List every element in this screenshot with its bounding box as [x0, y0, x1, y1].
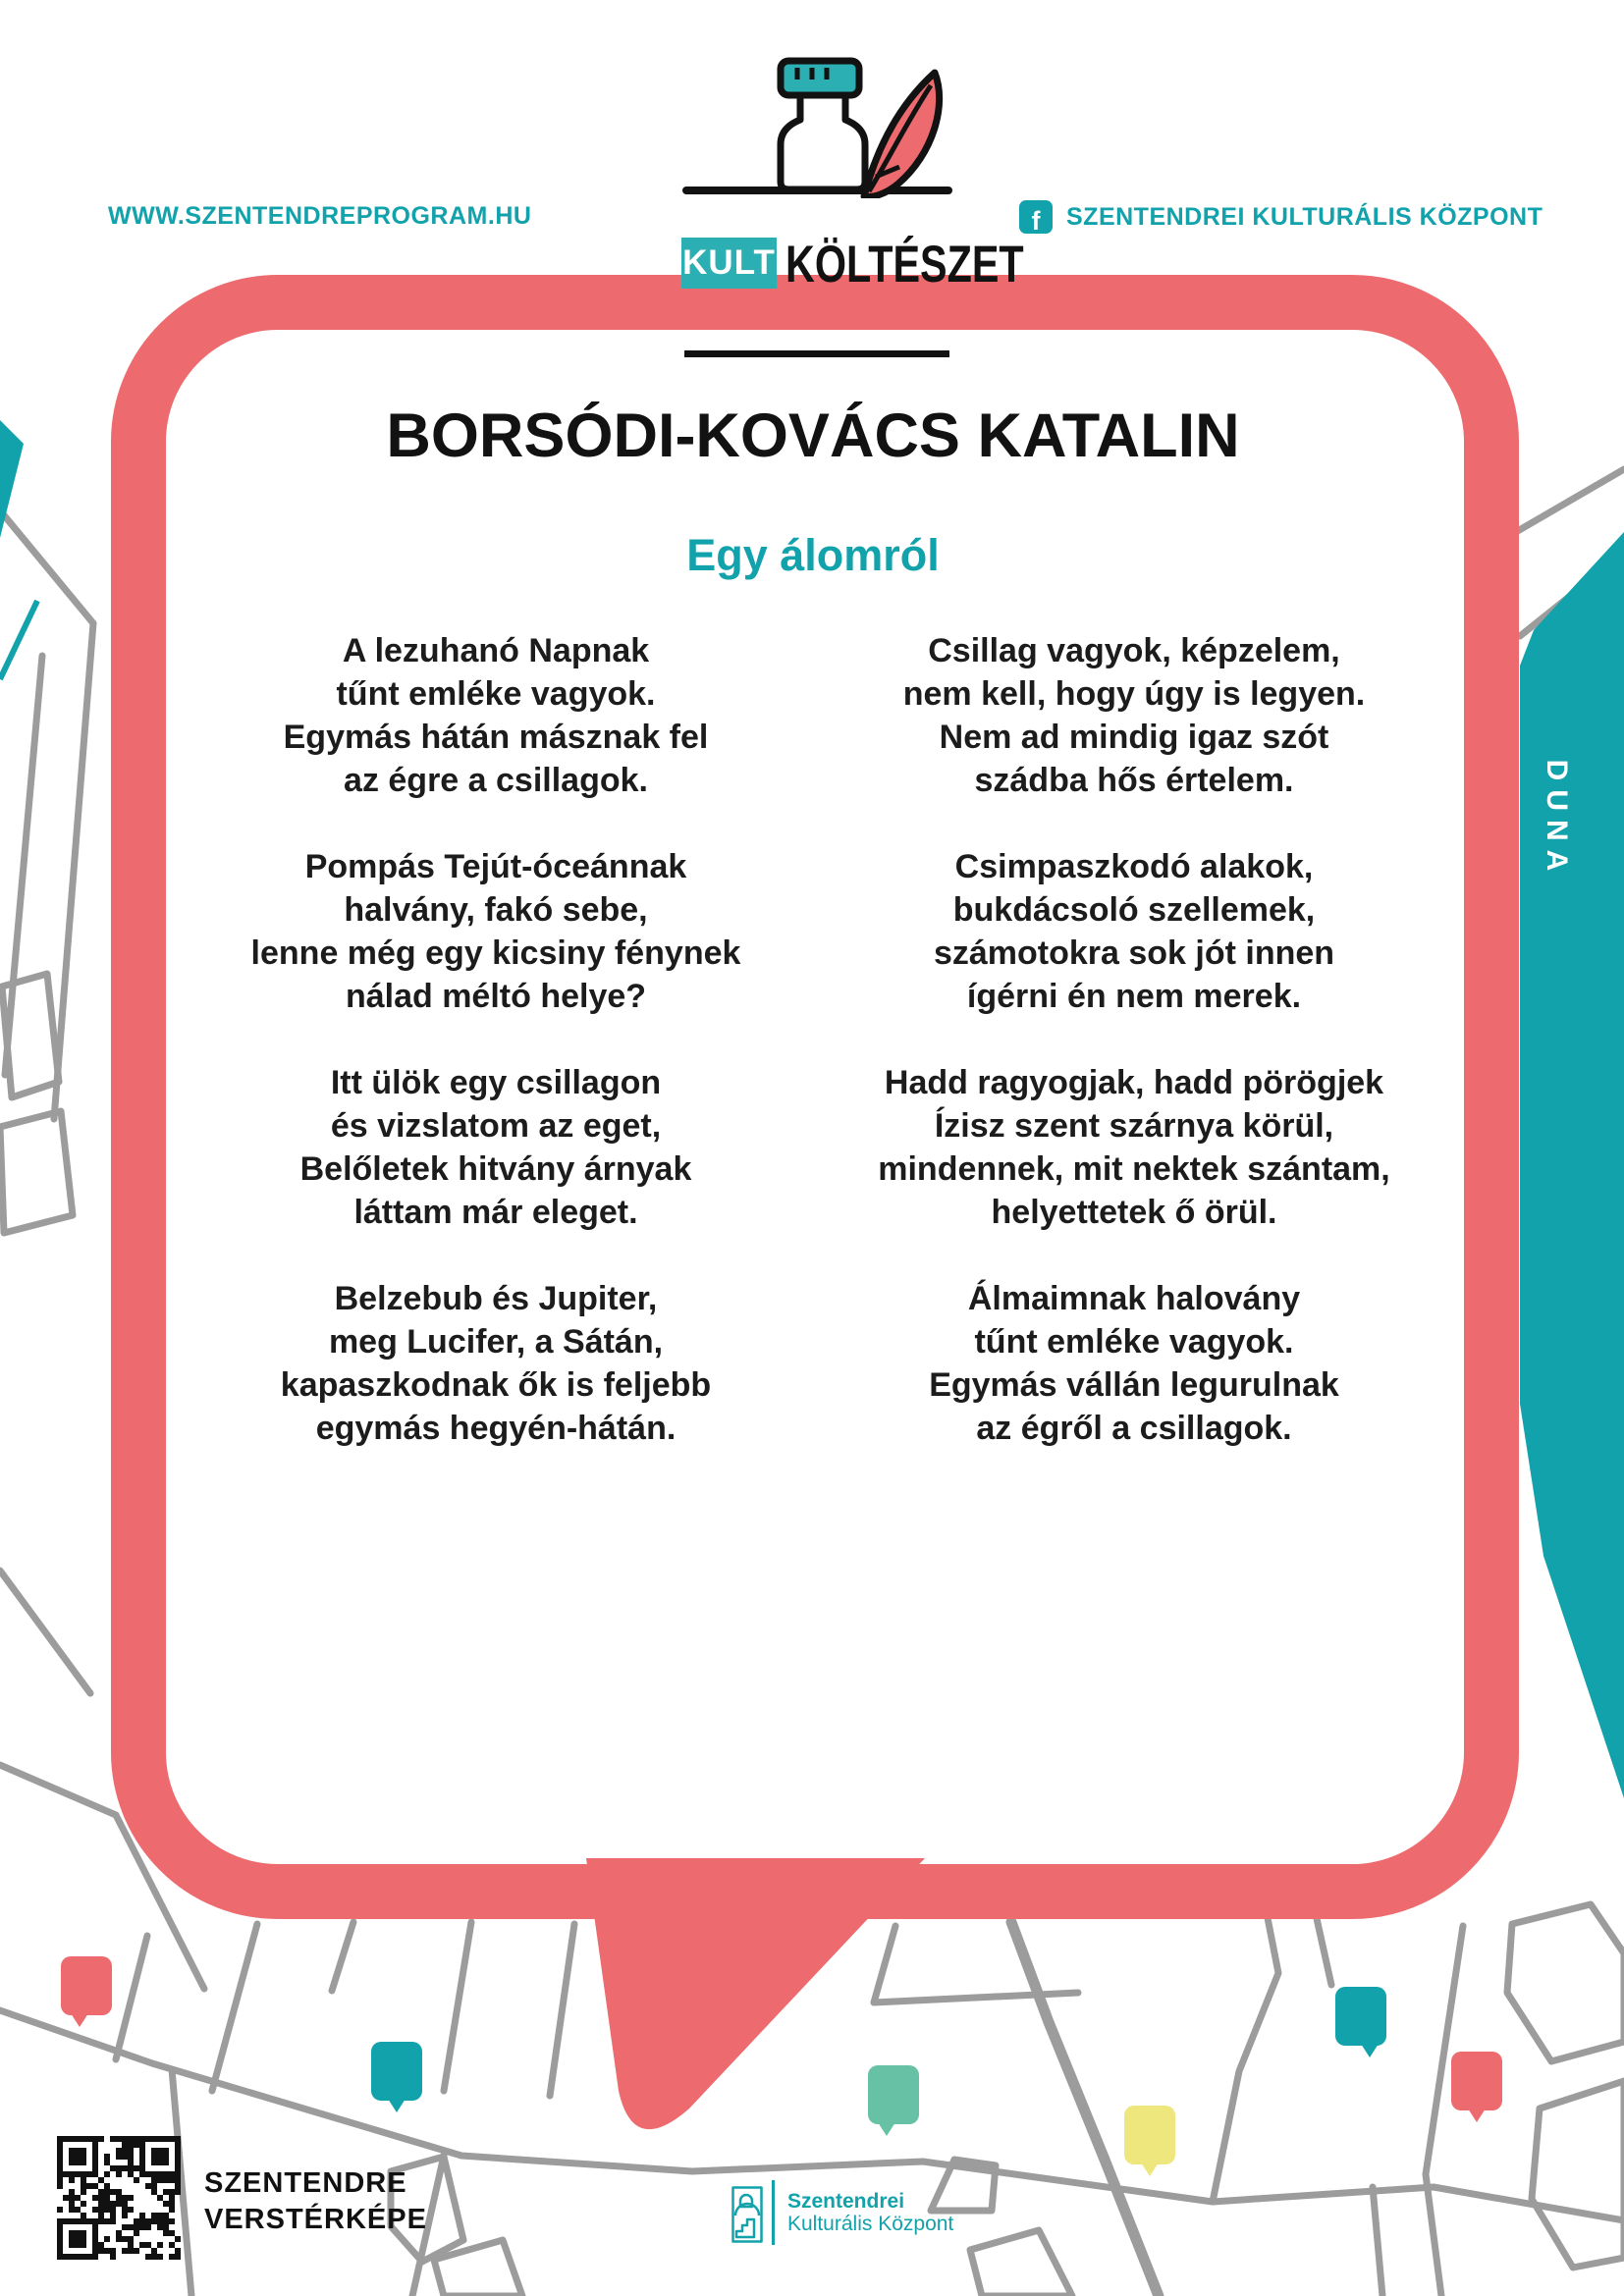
poem-line: halvány, fakó sebe,: [344, 891, 648, 929]
poem-line: tűnt emléke vagyok.: [336, 675, 656, 713]
poem-stanza: [172, 1277, 820, 1450]
road-line: [1213, 1873, 1278, 2202]
poem-line: Belőletek hitvány árnyak: [299, 1150, 692, 1188]
poem-line: Belzebub és Jupiter,: [334, 1280, 658, 1317]
poem-line: számotokra sok jót innen: [933, 934, 1335, 972]
map-title: [204, 2165, 427, 2238]
kult-kolteszet-logo-icon: [668, 51, 962, 198]
ink-bottle-cap: [781, 61, 859, 95]
poem-line: nálad méltó helye?: [345, 978, 647, 1015]
logo-tagline: A KÖLTŐ TE MAGAD LÉGY!: [640, 305, 994, 335]
road-line: [5, 656, 42, 1075]
poem-line: Ízisz szent szárnya körül,: [934, 1107, 1334, 1145]
road-line: [444, 1922, 471, 2091]
road-line: [54, 623, 93, 1119]
poem-line: az égre a csillagok.: [344, 762, 648, 799]
road-line: [116, 1936, 147, 2059]
poem-stanza: [172, 1061, 820, 1234]
poem-line: Nem ad mindig igaz szót: [939, 719, 1329, 756]
facebook-link[interactable]: [1019, 200, 1543, 234]
poem-line: Itt ülök egy csillagon: [330, 1064, 662, 1101]
poem-stanza: [810, 1061, 1458, 1234]
poem-line: Csillag vagyok, képzelem,: [928, 632, 1340, 669]
map-marker-yellow: [1124, 2106, 1175, 2164]
poem-title: Egy álomról: [686, 530, 940, 580]
ink-bottle: [781, 95, 865, 189]
org-logo-divider: [772, 2180, 775, 2245]
poem-line: ígérni én nem merek.: [966, 978, 1302, 1015]
kult-badge-label: KULT: [682, 243, 776, 282]
road-line: [212, 1924, 257, 2091]
poem-line: Pompás Tejút-óceánnak: [304, 848, 687, 885]
road-line: [1373, 2187, 1382, 2296]
org-name-line2: Kulturális Központ: [787, 2213, 954, 2235]
poem-line: szádba hős értelem.: [974, 762, 1294, 799]
city-block: [1532, 2081, 1624, 2268]
map-title-line2: VERSTÉRKÉPE: [204, 2204, 427, 2235]
poem-line: Egymás vállán legurulnak: [929, 1366, 1339, 1404]
city-block: [970, 2230, 1072, 2296]
poem-line: tűnt emléke vagyok.: [974, 1323, 1294, 1361]
poem-line: kapaszkodnak ők is feljebb: [280, 1366, 712, 1404]
poem-line: mindennek, mit nektek szántam,: [878, 1150, 1390, 1188]
map-marker-coral-right: [1451, 2052, 1502, 2110]
poem-column-left: [172, 629, 820, 1493]
map-title-line1: SZENTENDRE: [204, 2167, 407, 2199]
stream-line: [0, 601, 37, 679]
poem-line: láttam már eleget.: [353, 1194, 638, 1231]
poem-column-right: [810, 629, 1458, 1493]
map-marker-mint: [868, 2065, 919, 2124]
logo-wordmark: KÖLTÉSZET: [785, 236, 1024, 294]
poem-line: Csimpaszkodó alakok,: [954, 848, 1314, 885]
poem-line: nem kell, hogy úgy is legyen.: [902, 675, 1366, 713]
poem-line: lenne még egy kicsiny fénynek: [250, 934, 741, 972]
poem-stanza: [172, 845, 820, 1018]
poem-stanza: [810, 845, 1458, 1018]
qr-code: [57, 2136, 181, 2260]
poem-line: az égről a csillagok.: [976, 1410, 1292, 1447]
road-line: [0, 1571, 90, 1693]
poem-stanza: [172, 629, 820, 802]
map-marker-teal-left: [371, 2042, 422, 2101]
poem-line: helyettetek ő örül.: [991, 1194, 1277, 1231]
poem-stanza: [810, 629, 1458, 802]
org-name-line1: Szentendrei: [787, 2190, 905, 2213]
website-link[interactable]: WWW.SZENTENDREPROGRAM.HU: [108, 202, 532, 230]
kulturalis-kozpont-logo-icon: [731, 2186, 763, 2243]
road-line: [0, 1765, 116, 1815]
poet-name: BORSÓDI-KOVÁCS KATALIN: [386, 401, 1240, 470]
kult-badge: [681, 238, 777, 289]
danube-river-shape: [1520, 532, 1624, 1798]
road-line: [0, 510, 93, 623]
road-line: [332, 1922, 353, 1991]
poem-stanza: [810, 1277, 1458, 1450]
poem-line: meg Lucifer, a Sátán,: [328, 1323, 664, 1361]
map-marker-teal-right: [1335, 1987, 1386, 2046]
river-label: DUNA: [1541, 759, 1573, 881]
map-marker-coral-left: [61, 1956, 112, 2015]
facebook-page-name: SZENTENDREI KULTURÁLIS KÖZPONT: [1066, 202, 1543, 231]
poem-line: A lezuhanó Napnak: [342, 632, 650, 669]
logo-underline: [684, 350, 949, 357]
poem-line: Hadd ragyogjak, hadd pörögjek: [884, 1064, 1384, 1101]
poem-line: Álmaimnak halovány: [967, 1280, 1301, 1317]
poem-line: bukdácsoló szellemek,: [952, 891, 1316, 929]
road-line: [1426, 1926, 1463, 2296]
city-block: [0, 1111, 73, 1233]
city-block: [1507, 1904, 1624, 2061]
facebook-icon: f: [1019, 200, 1053, 234]
poem-line: egymás hegyén-hátán.: [315, 1410, 677, 1447]
poem-line: és vizslatom az eget,: [330, 1107, 662, 1145]
poem-line: Egymás hátán másznak fel: [283, 719, 709, 756]
